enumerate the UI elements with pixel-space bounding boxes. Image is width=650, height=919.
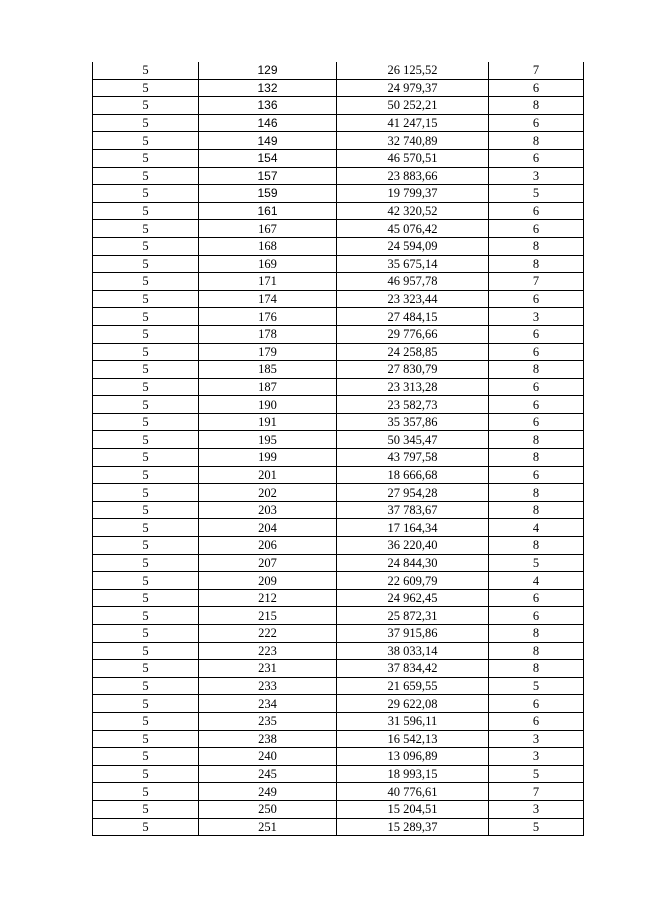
amount-cell: 23 313,28 [337,378,489,396]
id-cell: 136 [199,97,337,115]
count-cell: 5 [489,765,584,783]
id-cell: 215 [199,607,337,625]
id-cell: 233 [199,677,337,695]
amount-cell: 24 962,45 [337,589,489,607]
amount-cell: 41 247,15 [337,114,489,132]
group-cell: 5 [93,748,199,766]
id-cell: 245 [199,765,337,783]
table-row [93,290,584,308]
table-row [93,97,584,115]
group-cell: 5 [93,783,199,801]
count-cell: 8 [489,449,584,467]
amount-cell: 38 033,14 [337,642,489,660]
amount-cell: 45 076,42 [337,220,489,238]
table-row [93,361,584,379]
amount-cell: 50 252,21 [337,97,489,115]
amount-cell: 40 776,61 [337,783,489,801]
group-cell: 5 [93,378,199,396]
table-row [93,748,584,766]
id-cell: 212 [199,589,337,607]
amount-cell: 37 915,86 [337,625,489,643]
id-cell: 171 [199,273,337,291]
count-cell: 7 [489,783,584,801]
id-cell: 174 [199,290,337,308]
id-cell: 202 [199,484,337,502]
amount-cell: 35 675,14 [337,255,489,273]
count-cell: 5 [489,185,584,203]
group-cell: 5 [93,572,199,590]
count-cell: 8 [489,361,584,379]
amount-cell: 24 594,09 [337,237,489,255]
count-cell: 3 [489,748,584,766]
amount-cell: 16 542,13 [337,730,489,748]
table-row [93,255,584,273]
count-cell: 8 [489,255,584,273]
id-cell: 168 [199,237,337,255]
amount-cell: 27 830,79 [337,361,489,379]
table-row [93,202,584,220]
group-cell: 5 [93,642,199,660]
group-cell: 5 [93,712,199,730]
group-cell: 5 [93,554,199,572]
group-cell: 5 [93,537,199,555]
table-row [93,818,584,836]
table-row [93,554,584,572]
count-cell: 8 [489,484,584,502]
count-cell: 3 [489,167,584,185]
count-cell: 6 [489,396,584,414]
count-cell: 6 [489,343,584,361]
table-row [93,449,584,467]
count-cell: 4 [489,519,584,537]
amount-cell: 46 570,51 [337,149,489,167]
group-cell: 5 [93,413,199,431]
table-row [93,431,584,449]
id-cell: 187 [199,378,337,396]
group-cell: 5 [93,677,199,695]
count-cell: 6 [489,290,584,308]
table-row [93,783,584,801]
count-cell: 8 [489,660,584,678]
amount-cell: 21 659,55 [337,677,489,695]
table-row [93,185,584,203]
table-row [93,114,584,132]
id-cell: 235 [199,712,337,730]
id-cell: 203 [199,501,337,519]
amount-cell: 27 954,28 [337,484,489,502]
id-cell: 222 [199,625,337,643]
count-cell: 3 [489,800,584,818]
count-cell: 8 [489,132,584,150]
group-cell: 5 [93,607,199,625]
group-cell: 5 [93,62,199,79]
id-cell: 129 [199,62,337,79]
count-cell: 3 [489,308,584,326]
count-cell: 8 [489,625,584,643]
amount-cell: 50 345,47 [337,431,489,449]
id-cell: 207 [199,554,337,572]
id-cell: 195 [199,431,337,449]
count-cell: 5 [489,677,584,695]
amount-cell: 13 096,89 [337,748,489,766]
group-cell: 5 [93,273,199,291]
amount-cell: 29 776,66 [337,325,489,343]
amount-cell: 18 666,68 [337,466,489,484]
count-cell: 3 [489,730,584,748]
amount-cell: 37 834,42 [337,660,489,678]
table-row [93,642,584,660]
table-row [93,167,584,185]
table-row [93,396,584,414]
count-cell: 6 [489,220,584,238]
amount-cell: 15 204,51 [337,800,489,818]
id-cell: 209 [199,572,337,590]
amount-cell: 15 289,37 [337,818,489,836]
table-row [93,220,584,238]
id-cell: 179 [199,343,337,361]
id-cell: 159 [199,185,337,203]
table-row [93,343,584,361]
amount-cell: 27 484,15 [337,308,489,326]
table-row [93,501,584,519]
group-cell: 5 [93,167,199,185]
table-row [93,62,584,79]
table-row [93,625,584,643]
id-cell: 199 [199,449,337,467]
group-cell: 5 [93,625,199,643]
id-cell: 238 [199,730,337,748]
count-cell: 8 [489,501,584,519]
amount-cell: 19 799,37 [337,185,489,203]
table-row [93,677,584,695]
id-cell: 250 [199,800,337,818]
table-row [93,466,584,484]
count-cell: 6 [489,413,584,431]
data-table [92,62,584,836]
id-cell: 191 [199,413,337,431]
amount-cell: 18 993,15 [337,765,489,783]
group-cell: 5 [93,255,199,273]
table-body [93,62,584,836]
id-cell: 231 [199,660,337,678]
amount-cell: 24 258,85 [337,343,489,361]
group-cell: 5 [93,396,199,414]
amount-cell: 25 872,31 [337,607,489,625]
table-row [93,149,584,167]
amount-cell: 23 582,73 [337,396,489,414]
group-cell: 5 [93,818,199,836]
count-cell: 6 [489,79,584,97]
table-row [93,660,584,678]
count-cell: 7 [489,62,584,79]
amount-cell: 46 957,78 [337,273,489,291]
amount-cell: 37 783,67 [337,501,489,519]
count-cell: 6 [489,149,584,167]
amount-cell: 35 357,86 [337,413,489,431]
id-cell: 146 [199,114,337,132]
table-row [93,712,584,730]
count-cell: 6 [489,466,584,484]
table-row [93,572,584,590]
id-cell: 154 [199,149,337,167]
id-cell: 234 [199,695,337,713]
table-row [93,519,584,537]
group-cell: 5 [93,466,199,484]
group-cell: 5 [93,220,199,238]
count-cell: 6 [489,607,584,625]
group-cell: 5 [93,308,199,326]
group-cell: 5 [93,202,199,220]
id-cell: 178 [199,325,337,343]
group-cell: 5 [93,97,199,115]
id-cell: 149 [199,132,337,150]
count-cell: 5 [489,554,584,572]
count-cell: 5 [489,818,584,836]
group-cell: 5 [93,237,199,255]
id-cell: 161 [199,202,337,220]
group-cell: 5 [93,519,199,537]
amount-cell: 26 125,52 [337,62,489,79]
group-cell: 5 [93,449,199,467]
id-cell: 185 [199,361,337,379]
group-cell: 5 [93,290,199,308]
id-cell: 206 [199,537,337,555]
amount-cell: 36 220,40 [337,537,489,555]
count-cell: 8 [489,431,584,449]
table-row [93,132,584,150]
table-row [93,800,584,818]
id-cell: 169 [199,255,337,273]
id-cell: 157 [199,167,337,185]
group-cell: 5 [93,343,199,361]
count-cell: 8 [489,97,584,115]
id-cell: 201 [199,466,337,484]
count-cell: 6 [489,114,584,132]
id-cell: 190 [199,396,337,414]
count-cell: 6 [489,695,584,713]
group-cell: 5 [93,149,199,167]
table-row [93,537,584,555]
group-cell: 5 [93,79,199,97]
table-row [93,730,584,748]
count-cell: 6 [489,325,584,343]
id-cell: 249 [199,783,337,801]
count-cell: 8 [489,642,584,660]
table-row [93,413,584,431]
group-cell: 5 [93,431,199,449]
count-cell: 8 [489,237,584,255]
count-cell: 4 [489,572,584,590]
amount-cell: 32 740,89 [337,132,489,150]
group-cell: 5 [93,361,199,379]
id-cell: 240 [199,748,337,766]
group-cell: 5 [93,800,199,818]
count-cell: 7 [489,273,584,291]
id-cell: 223 [199,642,337,660]
amount-cell: 23 883,66 [337,167,489,185]
group-cell: 5 [93,589,199,607]
amount-cell: 43 797,58 [337,449,489,467]
group-cell: 5 [93,501,199,519]
table-row [93,765,584,783]
group-cell: 5 [93,765,199,783]
amount-cell: 29 622,08 [337,695,489,713]
id-cell: 251 [199,818,337,836]
amount-cell: 24 844,30 [337,554,489,572]
group-cell: 5 [93,660,199,678]
count-cell: 6 [489,202,584,220]
table-row [93,589,584,607]
amount-cell: 23 323,44 [337,290,489,308]
count-cell: 6 [489,589,584,607]
table-row [93,79,584,97]
group-cell: 5 [93,325,199,343]
amount-cell: 31 596,11 [337,712,489,730]
group-cell: 5 [93,695,199,713]
group-cell: 5 [93,114,199,132]
table-row [93,695,584,713]
table-row [93,308,584,326]
count-cell: 8 [489,537,584,555]
table-row [93,237,584,255]
table-row [93,325,584,343]
table-row [93,378,584,396]
count-cell: 6 [489,378,584,396]
id-cell: 132 [199,79,337,97]
group-cell: 5 [93,730,199,748]
group-cell: 5 [93,132,199,150]
table-row [93,607,584,625]
count-cell: 6 [489,712,584,730]
amount-cell: 22 609,79 [337,572,489,590]
amount-cell: 24 979,37 [337,79,489,97]
id-cell: 167 [199,220,337,238]
amount-cell: 17 164,34 [337,519,489,537]
amount-cell: 42 320,52 [337,202,489,220]
id-cell: 176 [199,308,337,326]
table-row [93,484,584,502]
group-cell: 5 [93,484,199,502]
id-cell: 204 [199,519,337,537]
group-cell: 5 [93,185,199,203]
table-row [93,273,584,291]
